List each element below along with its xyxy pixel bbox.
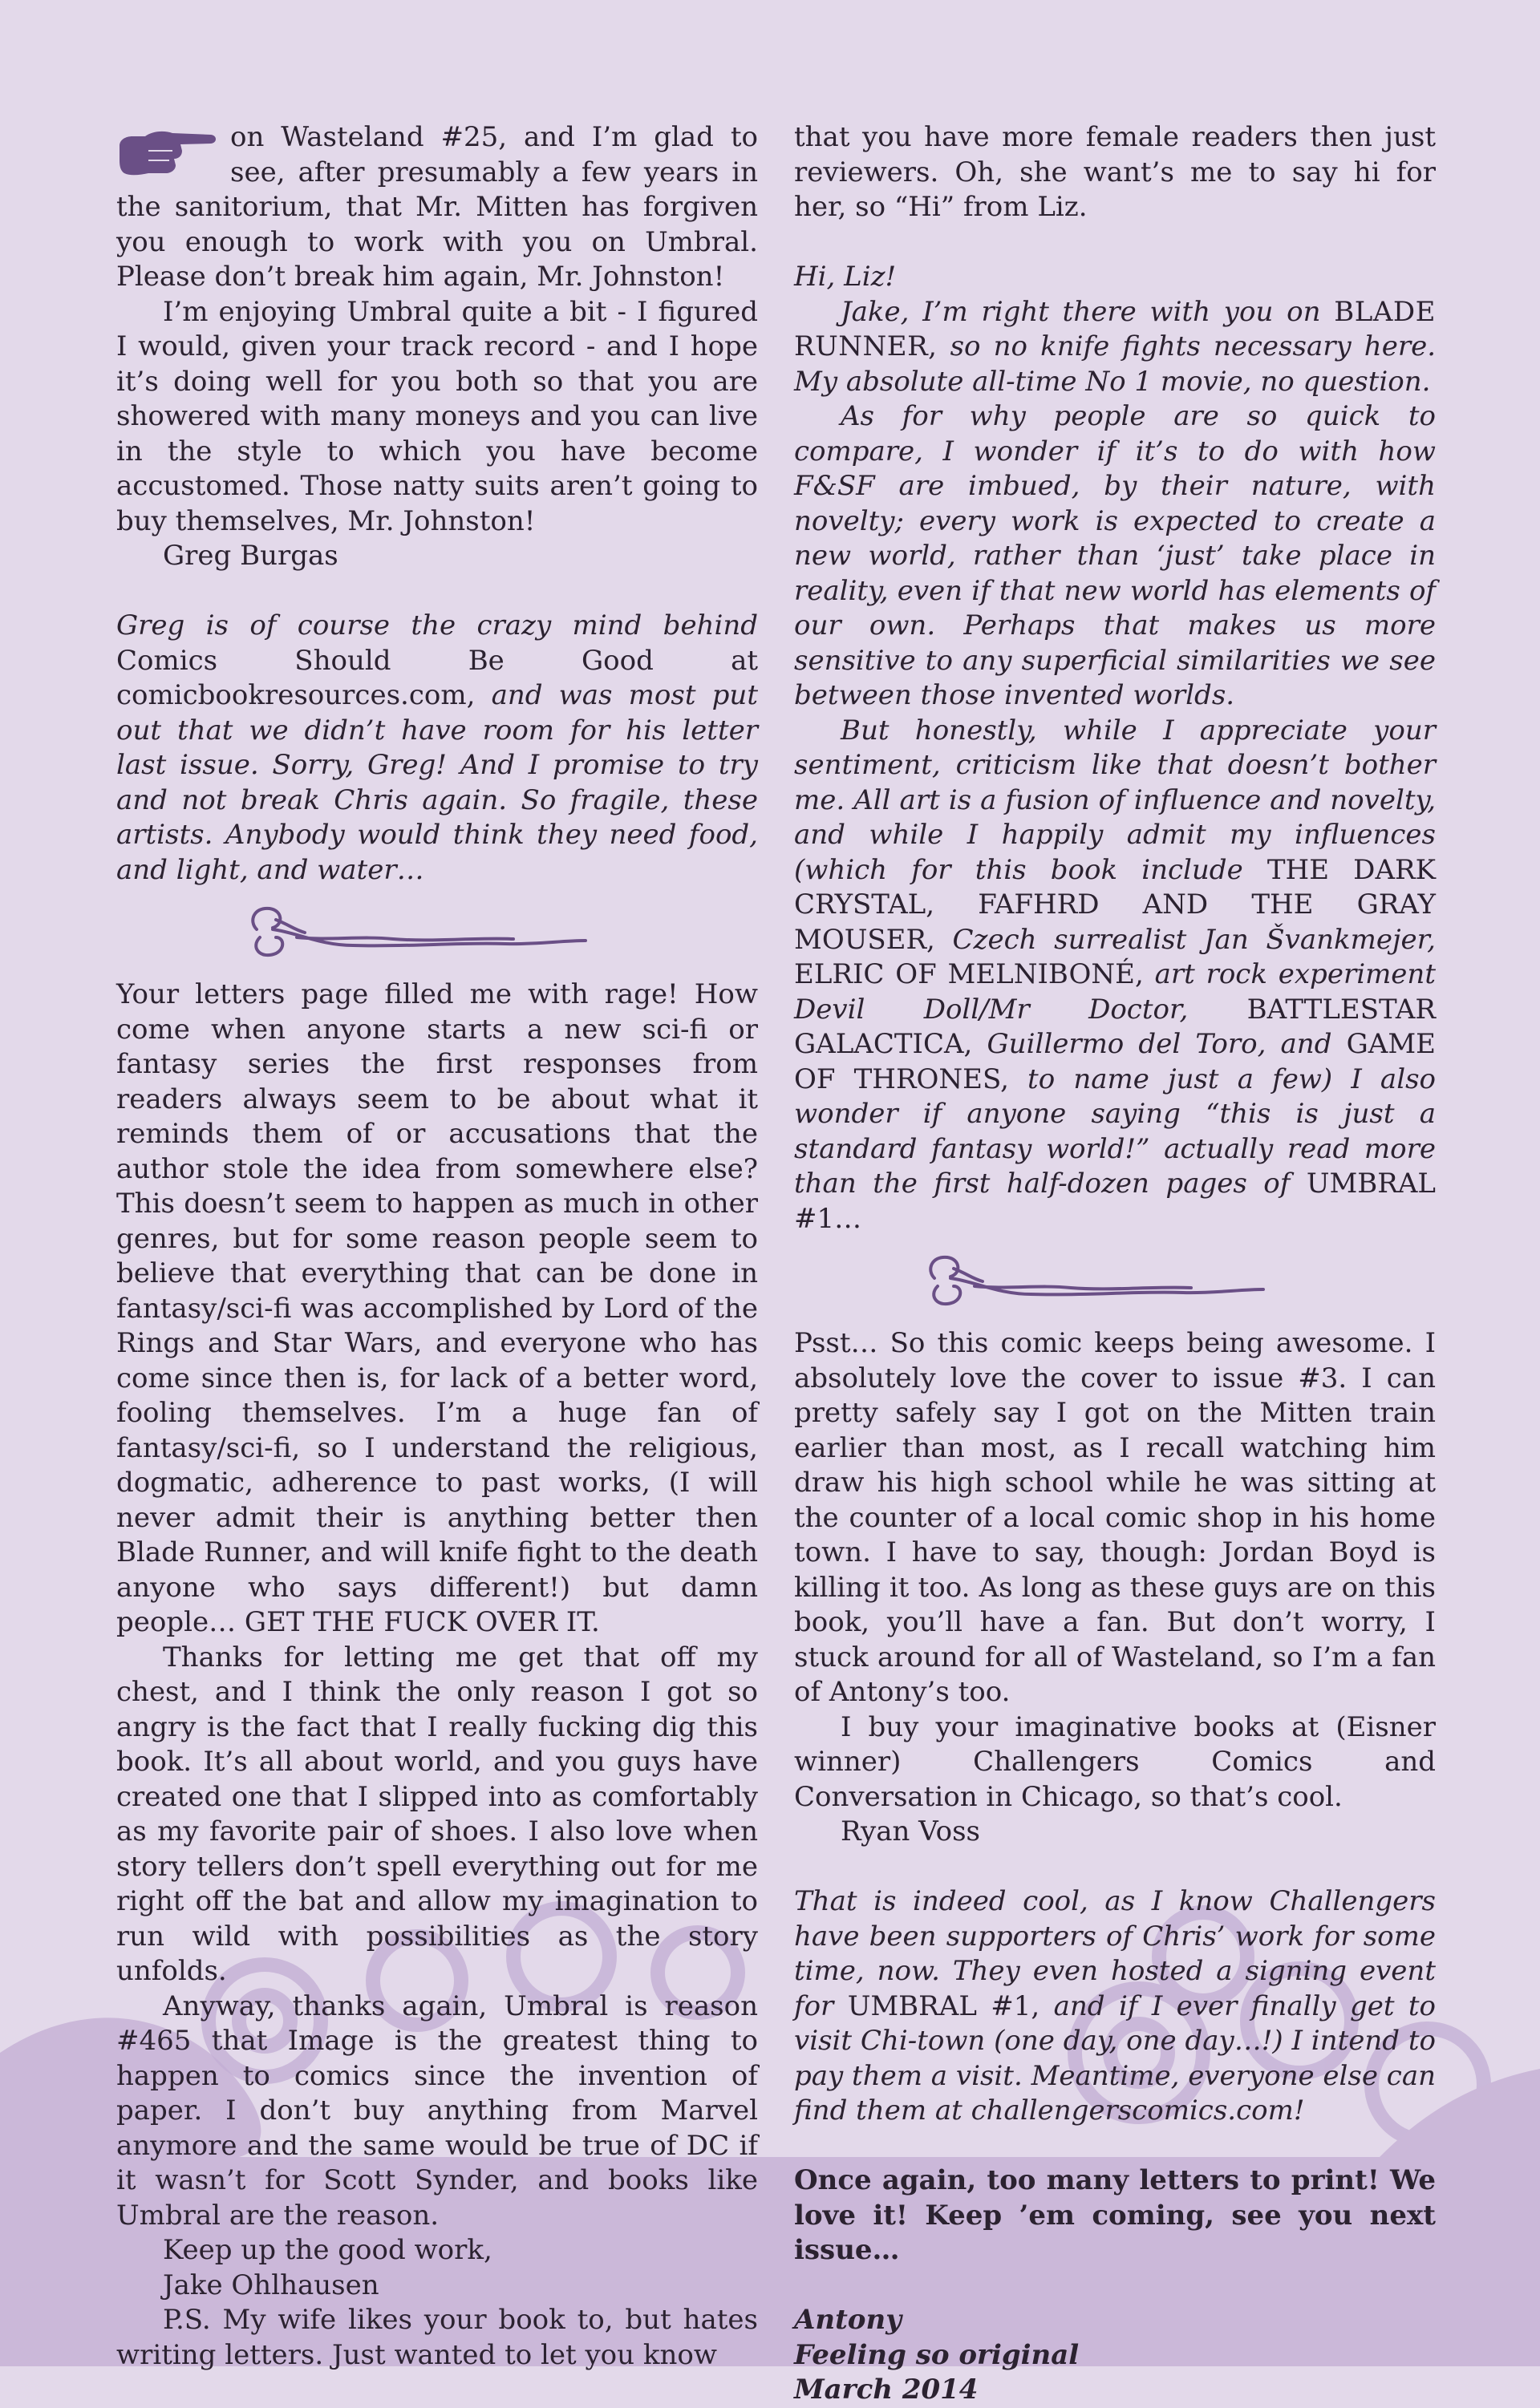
ryan-reply: That is indeed cool, as I know Challengers have been supporters of Chris’ work for some time, now. They even hosted a signing event for UMBRAL #1, and if I ever finally get to visit Chi-town (one day, one day…!) I intend to pay them a visit. Meantime, everyone else can find them at challengerscomics.com! (794, 1885, 1437, 2127)
jake-reply-paragraph-2: As for why people are so quick to compare, I wonder if it’s to do with how F&SF are imbued, by their nature, with novelty; every work is expected to create a new world, rather than ‘just’ take place in reality, even if that new world has elements of our own. Perhaps that makes us more sensitive to any superficial similarities we see between those invented worlds. (794, 400, 1436, 711)
ryan-letter-paragraph-2: I buy your imaginative books at (Eisner winner) Challengers Comics and Conversation in Chicago, so that’s cool. (794, 1710, 1436, 1813)
ryan-letter-signature: Ryan Voss (841, 1815, 980, 1847)
left-column (116, 120, 758, 2373)
jake-letter-paragraph-2: Thanks for letting me get that off my chest, and I think the only reason I got so angry is the fact that I really fucking dig this book. It’s all about world, and you guys have created one that I slipped into as comfortably as my favorite pair of shoes. I also love when story tellers don’t spell everything out for me right off the bat and allow my imagination to run wild with possibilities as the story unfolds. (116, 1641, 758, 1987)
greg-letter-paragraph-1: on Wasteland #25, and I’m glad to see, after presumably a few years in the sanitorium, that Mr. Mitten has forgiven you enough to work with you on Umbral. Please don’t break him again, Mr. Johnston! (116, 121, 758, 293)
closing-note: Once again, too many letters to print! We love it! Keep ’em coming, see you next issue… (794, 2164, 1436, 2266)
editor-signoff-tagline: Feeling so original (794, 2338, 1080, 2371)
greg-letter-signature: Greg Burgas (163, 540, 338, 572)
jake-letter-continued: that you have more female readers then just reviewers. Oh, she want’s me to say hi for her, so “Hi” from Liz. (794, 121, 1436, 223)
jake-letter-paragraph-3: Anyway, thanks again, Umbral is reason #465 that Image is the greatest thing to happen to comics since the invention of paper. I don’t buy anything from Marvel anymore and the same would be true of DC if it wasn’t for Scott Synder, and books like Umbral are the reason. (116, 1989, 758, 2232)
ryan-letter-paragraph-1: Psst… So this comic keeps being awesome. I absolutely love the cover to issue #3. I can pretty safely say I got on the Mitten train earlier than most, as I recall watching him draw his high school while he was sitting at the counter of a local comic shop in his home town. I have to say, though: Jordan Boyd is killing it too. As long as these guys are on this book, you’ll have a fan. But don’t worry, I stuck around for all of Wasteland, so I’m a fan of Antony’s too. (794, 1327, 1436, 1708)
right-column (794, 120, 1436, 2408)
editor-signoff-date: March 2014 (794, 2374, 979, 2406)
reply-greeting: Hi, Liz! (794, 261, 897, 293)
greg-letter-paragraph-2: I’m enjoying Umbral quite a bit - I figured I would, given your track record - and I hope it’s doing well for you both so that you are showered with many moneys and you can live in the style to which you have become accustomed. Those natty suits aren’t going to buy themselves, Mr. Johnston! (116, 295, 758, 537)
jake-letter-paragraph-1: Your letters page filled me with rage! How come when anyone starts a new sci-fi or fantasy series the first responses from readers always seem to be about what it reminds them of or accusations that the author stole the idea from somewhere else? This doesn’t seem to happen as much in other genres, but for some reason people seem to believe that everything that can be done in fantasy/sci-fi was accomplished by Lord of the Rings and Star Wars, and everyone who has come since then is, for lack of a better word, fooling themselves. I’m a huge fan of fantasy/sci-fi, so I understand the religious, dogmatic, adherence to past works, (I will never admit their is anything better then Blade Runner, and will knife fight to the death anyone who says different!) but damn people… GET THE FUCK OVER IT. (116, 978, 758, 1638)
jake-letter-postscript: P.S. My wife likes your book to, but hates writing letters. Just wanted to let you know (116, 2304, 758, 2371)
greg-reply: Greg is of course the crazy mind behind Comics Should Be Good at comicbookresources.com, and was most put out that we didn’t have room for his letter last issue. Sorry, Greg! And I promise to try and not break Chris again. So fragile, these artists. Anybody would think they need food, and light, and water… (116, 609, 758, 886)
jake-letter-signature: Jake Ohlhausen (163, 2268, 379, 2301)
jake-reply-paragraph-1: Jake, I’m right there with you on BLADE RUNNER, so no knife fights necessary here. My absolute all-time No 1 movie, no question. (794, 295, 1436, 398)
editor-signoff-name: Antony (794, 2304, 902, 2336)
jake-reply-paragraph-3: But honestly, while I appreciate your sentiment, criticism like that doesn’t bother me. All art is a fusion of influence and novelty, and while I happily admit my influences (which for this book include THE DARK CRYSTAL, FAFHRD AND THE GRAY MOUSER, Czech surrealist Jan Švankmejer, ELRIC OF MELNIBONÉ, art rock experiment Devil Doll/Mr Doctor, BATTLESTAR GALACTICA, Guillermo del Toro, and GAME OF THRONES, to name just a few) I also wonder if anyone saying “this is just a standard fantasy world!” actually read more than the first half-dozen pages of UMBRAL #1… (794, 714, 1436, 1235)
tentacle-divider-icon (116, 902, 758, 963)
tentacle-divider-icon (794, 1251, 1436, 1312)
jake-letter-closing: Keep up the good work, (163, 2234, 492, 2266)
pointing-hand-icon (116, 127, 219, 183)
